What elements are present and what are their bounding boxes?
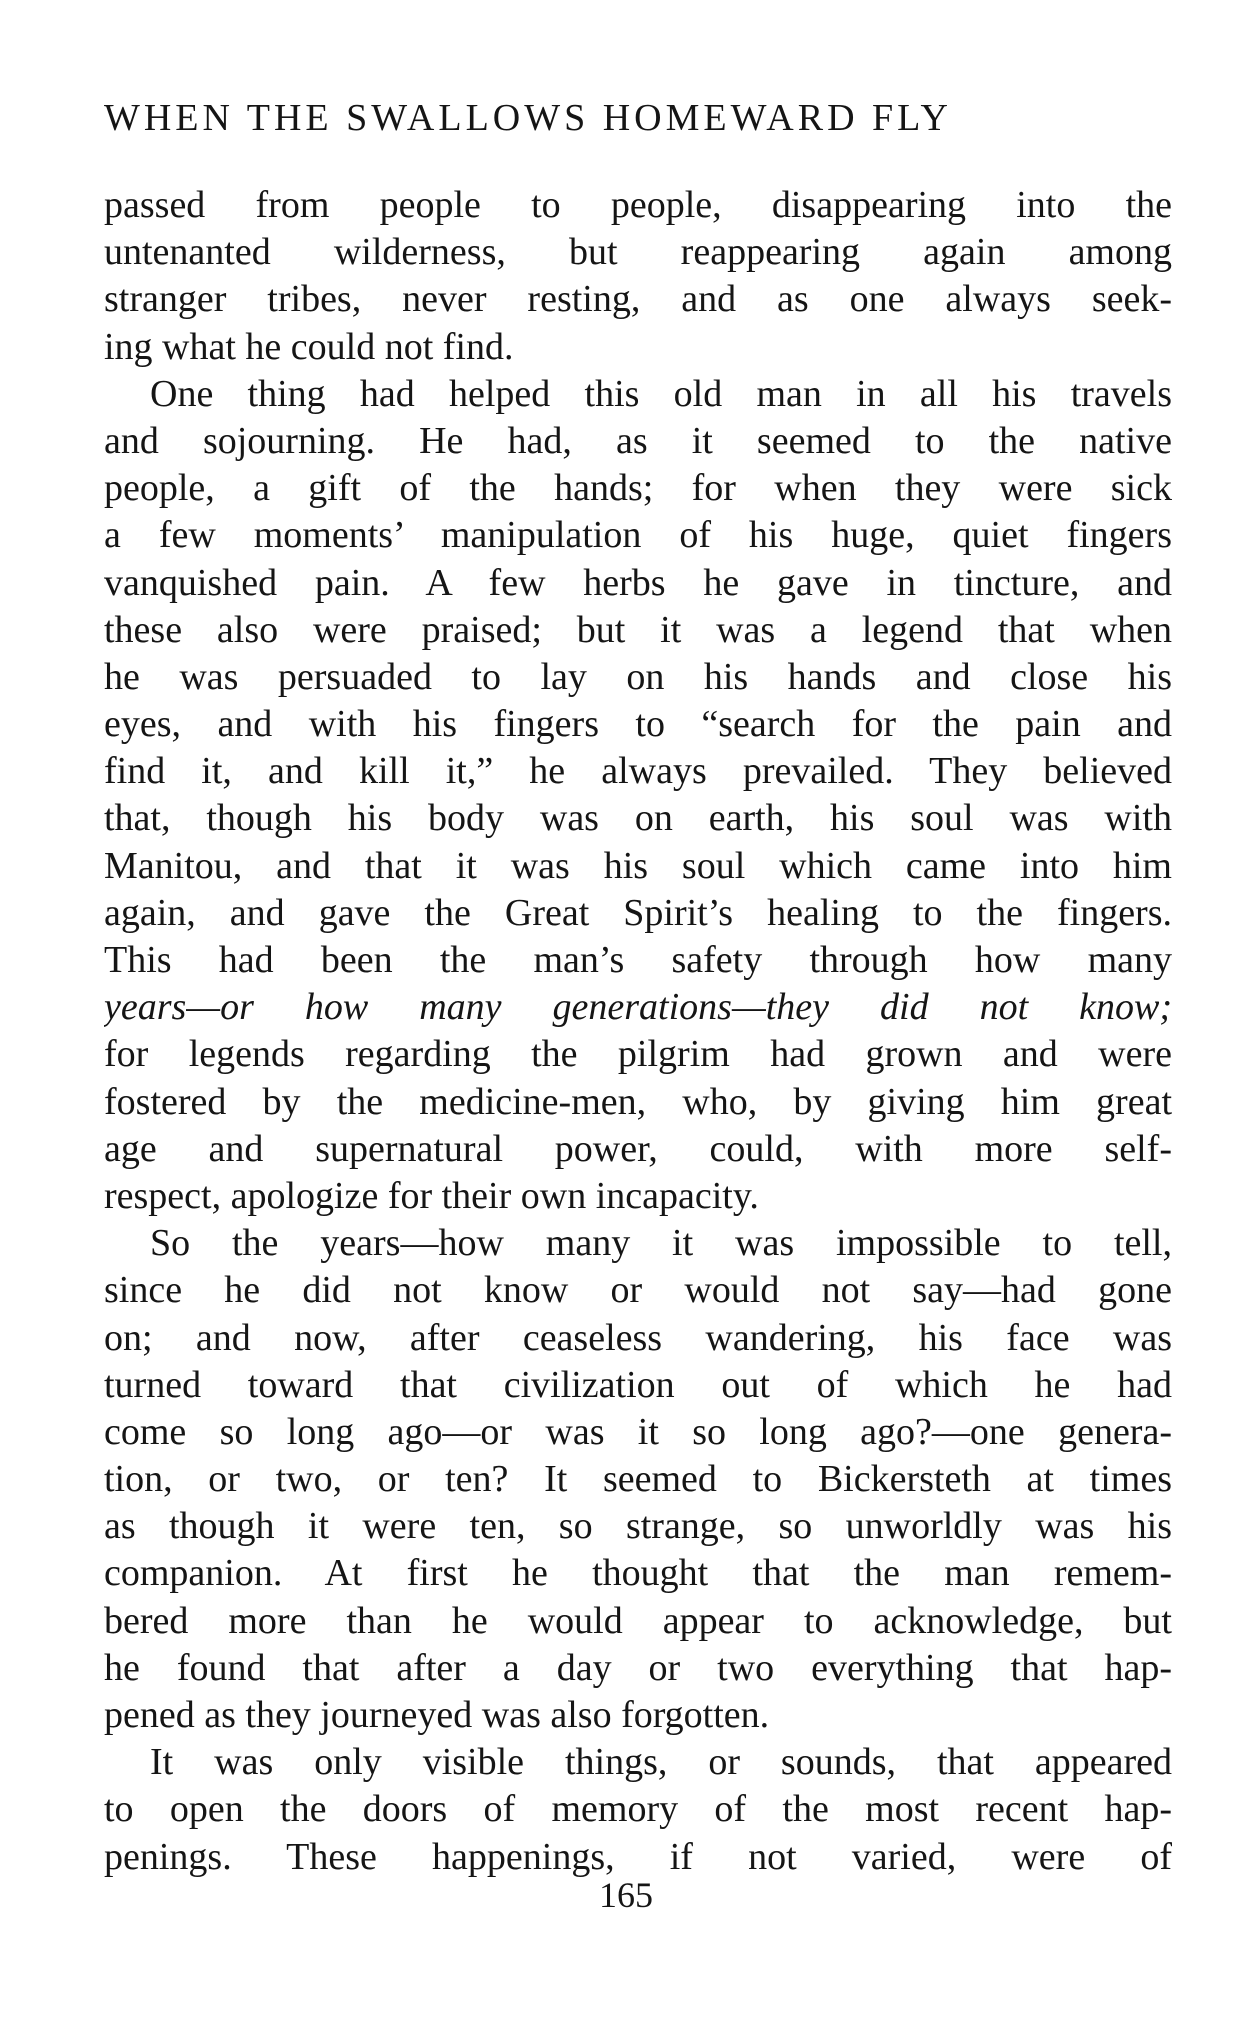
text-line: One thing had helped this old man in all his travels bbox=[150, 372, 1172, 415]
text-line: eyes, and with his fingers to “search for the pain and bbox=[104, 703, 1172, 746]
text-line: It was only visible things, or sounds, that appeared bbox=[150, 1741, 1172, 1784]
text-line-italic bbox=[104, 984, 1172, 1031]
text-line: companion. At first he thought that the man remem- bbox=[104, 1552, 1172, 1595]
text-line: people, a gift of the hands; for when they were sick bbox=[104, 467, 1172, 510]
text-line: he was persuaded to lay on his hands and close his bbox=[104, 655, 1172, 698]
text-line: untenanted wilderness, but reappearing again among bbox=[104, 231, 1172, 274]
text-line: pened as they journeyed was also forgotten. bbox=[104, 1694, 770, 1736]
text-line: again, and gave the Great Spirit’s healing to the fingers. bbox=[104, 891, 1172, 934]
text-line: to open the doors of memory of the most recent hap- bbox=[104, 1788, 1172, 1831]
text-line: tion, or two, or ten? It seemed to Bickersteth at times bbox=[104, 1458, 1172, 1501]
body-text bbox=[104, 182, 1172, 1881]
text-line: and sojourning. He had, as it seemed to the native bbox=[104, 419, 1172, 462]
text-line: So the years—how many it was impossible to tell, bbox=[150, 1222, 1172, 1265]
text-line: bered more than he would appear to acknowledge, but bbox=[104, 1599, 1172, 1642]
text-line: penings. These happenings, if not varied, were of bbox=[104, 1835, 1172, 1878]
italic-text: years—or how many generations—they did not know; bbox=[104, 986, 1172, 1029]
text-line: turned toward that civilization out of which he had bbox=[104, 1363, 1172, 1406]
text-line: come so long ago—or was it so long ago?—one genera- bbox=[104, 1410, 1172, 1453]
text-line: find it, and kill it,” he always prevailed. They believed bbox=[104, 750, 1172, 793]
text-line: passed from people to people, disappearing into the bbox=[104, 184, 1172, 226]
text-line: This had been the man’s safety through how many bbox=[104, 939, 1172, 981]
text-line: for legends regarding the pilgrim had grown and were bbox=[104, 1033, 1172, 1076]
text-line: since he did not know or would not say—had gone bbox=[104, 1269, 1172, 1312]
text-line: stranger tribes, never resting, and as one always seek- bbox=[104, 278, 1172, 321]
text-line: a few moments’ manipulation of his huge, quiet fingers bbox=[104, 514, 1172, 557]
text-line: vanquished pain. A few herbs he gave in tincture, and bbox=[104, 561, 1172, 604]
text-line: these also were praised; but it was a legend that when bbox=[104, 608, 1172, 651]
text-line: he found that after a day or two everything that hap- bbox=[104, 1646, 1172, 1689]
text-line: respect, apologize for their own incapacity. bbox=[104, 1174, 759, 1217]
text-line: as though it were ten, so strange, so unworldly was his bbox=[104, 1505, 1172, 1548]
text-line: that, though his body was on earth, his soul was with bbox=[104, 797, 1172, 840]
text-line: ing what he could not find. bbox=[104, 325, 514, 368]
text-line: on; and now, after ceaseless wandering, his face was bbox=[104, 1316, 1172, 1359]
text-line: fostered by the medicine-men, who, by giving him great bbox=[104, 1080, 1172, 1123]
text-line: age and supernatural power, could, with more self- bbox=[104, 1127, 1172, 1170]
running-head: WHEN THE SWALLOWS HOMEWARD FLY bbox=[104, 97, 952, 139]
page-number: 165 bbox=[599, 1875, 653, 1915]
text-line: Manitou, and that it was his soul which came into him bbox=[104, 844, 1172, 887]
